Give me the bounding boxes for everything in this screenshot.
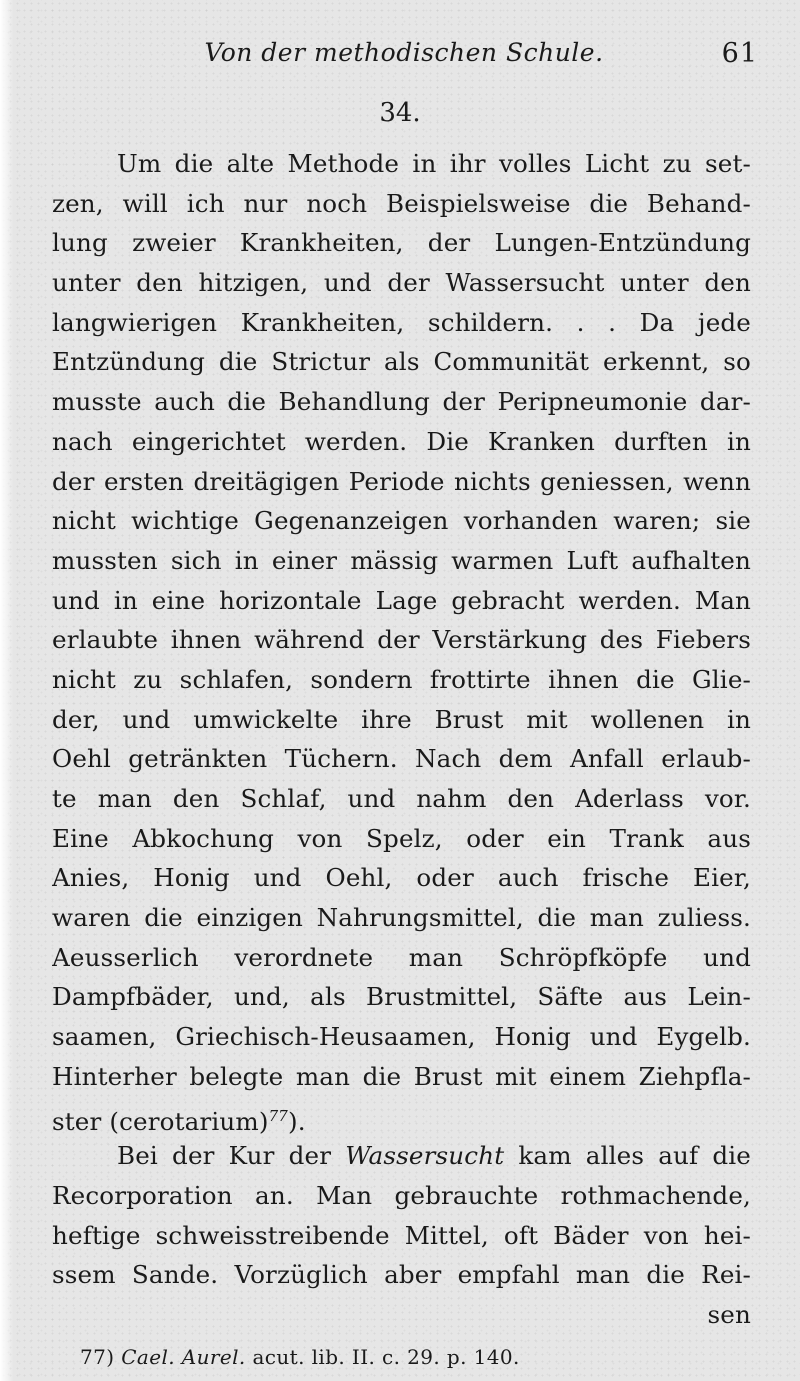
- footnote-reference: 77: [268, 1106, 288, 1125]
- text-line: zen, will ich nur noch Beispielsweise die Behand-: [52, 188, 751, 218]
- text-line: waren die einzigen Nahrungsmittel, die man zuliess.: [52, 903, 751, 933]
- catchword: sen: [707, 1299, 751, 1329]
- text-line: unter den hitzigen, und der Wassersucht unter den: [52, 268, 751, 298]
- text-fragment: ).: [287, 1106, 306, 1136]
- text-line: nach eingerichtet werden. Die Kranken durften in: [52, 426, 751, 456]
- text-line: te man den Schlaf, und nahm den Aderlass vor.: [52, 784, 751, 813]
- text-line: mussten sich in einer mässig warmen Luft aufhalten: [52, 545, 751, 575]
- text-line: langwierigen Krankheiten, schildern. . . Da jede: [52, 307, 751, 337]
- text-line: lung zweier Krankheiten, der Lungen-Entzündung: [52, 228, 751, 258]
- text-line: Anies, Honig und Oehl, oder auch frische Eier,: [52, 863, 751, 893]
- text-line: ssem Sande. Vorzüglich aber empfahl man die Rei-: [52, 1260, 751, 1290]
- text-line: nicht wichtige Gegenanzeigen vorhanden waren; sie: [52, 506, 751, 536]
- page-number: 61: [721, 38, 758, 69]
- text-line: [52, 1097, 751, 1137]
- text-line: Um die alte Methode in ihr volles Licht zu set-: [117, 149, 751, 178]
- text-line: Hinterher belegte man die Brust mit einem Ziehpfla-: [52, 1061, 751, 1091]
- section-number: 34.: [379, 98, 421, 128]
- text-fragment: ster (cerotarium): [52, 1106, 269, 1136]
- text-line: Dampfbäder, und, als Brustmittel, Säfte aus Lein-: [52, 982, 751, 1012]
- footnote-author: Cael. Aurel.: [121, 1345, 246, 1369]
- text-line: erlaubte ihnen während der Verstärkung des Fiebers: [52, 625, 751, 655]
- footnote-marker: 77): [80, 1345, 115, 1369]
- text-line: nicht zu schlafen, sondern frottirte ihnen die Glie-: [52, 664, 751, 694]
- text-line: Recorporation an. Man gebrauchte rothmachende,: [52, 1180, 751, 1210]
- text-line: Oehl getränkten Tüchern. Nach dem Anfall erlaub-: [52, 744, 751, 774]
- footnote-citation: acut. lib. II. c. 29. p. 140.: [252, 1345, 520, 1369]
- running-title: Von der methodischen Schule.: [204, 38, 604, 67]
- text-line: musste auch die Behandlung der Peripneumonie dar-: [52, 387, 751, 417]
- text-line: der, und umwickelte ihre Brust mit wollenen in: [52, 704, 751, 734]
- emphasis-text: Wassersucht: [345, 1141, 505, 1171]
- text-line: [52, 1136, 751, 1176]
- text-line: Eine Abkochung von Spelz, oder ein Trank aus: [52, 823, 751, 853]
- text-fragment: Bei der Kur der: [117, 1141, 346, 1171]
- text-fragment: kam alles auf die: [504, 1141, 751, 1171]
- text-line: der ersten dreitägigen Periode nichts geniessen, wenn: [52, 466, 751, 496]
- text-line: Entzündung die Strictur als Communität erkennt, so: [52, 347, 751, 377]
- text-line: saamen, Griechisch-Heusaamen, Honig und Eygelb.: [52, 1022, 751, 1052]
- text-line: Aeusserlich verordnete man Schröpfköpfe und: [52, 942, 751, 972]
- footnote: [80, 1345, 520, 1369]
- body-text: [52, 144, 751, 1335]
- text-line: und in eine horizontale Lage gebracht werden. Man: [52, 585, 751, 615]
- page-header: [48, 38, 760, 82]
- text-line: heftige schweisstreibende Mittel, oft Bäder von hei-: [52, 1220, 751, 1250]
